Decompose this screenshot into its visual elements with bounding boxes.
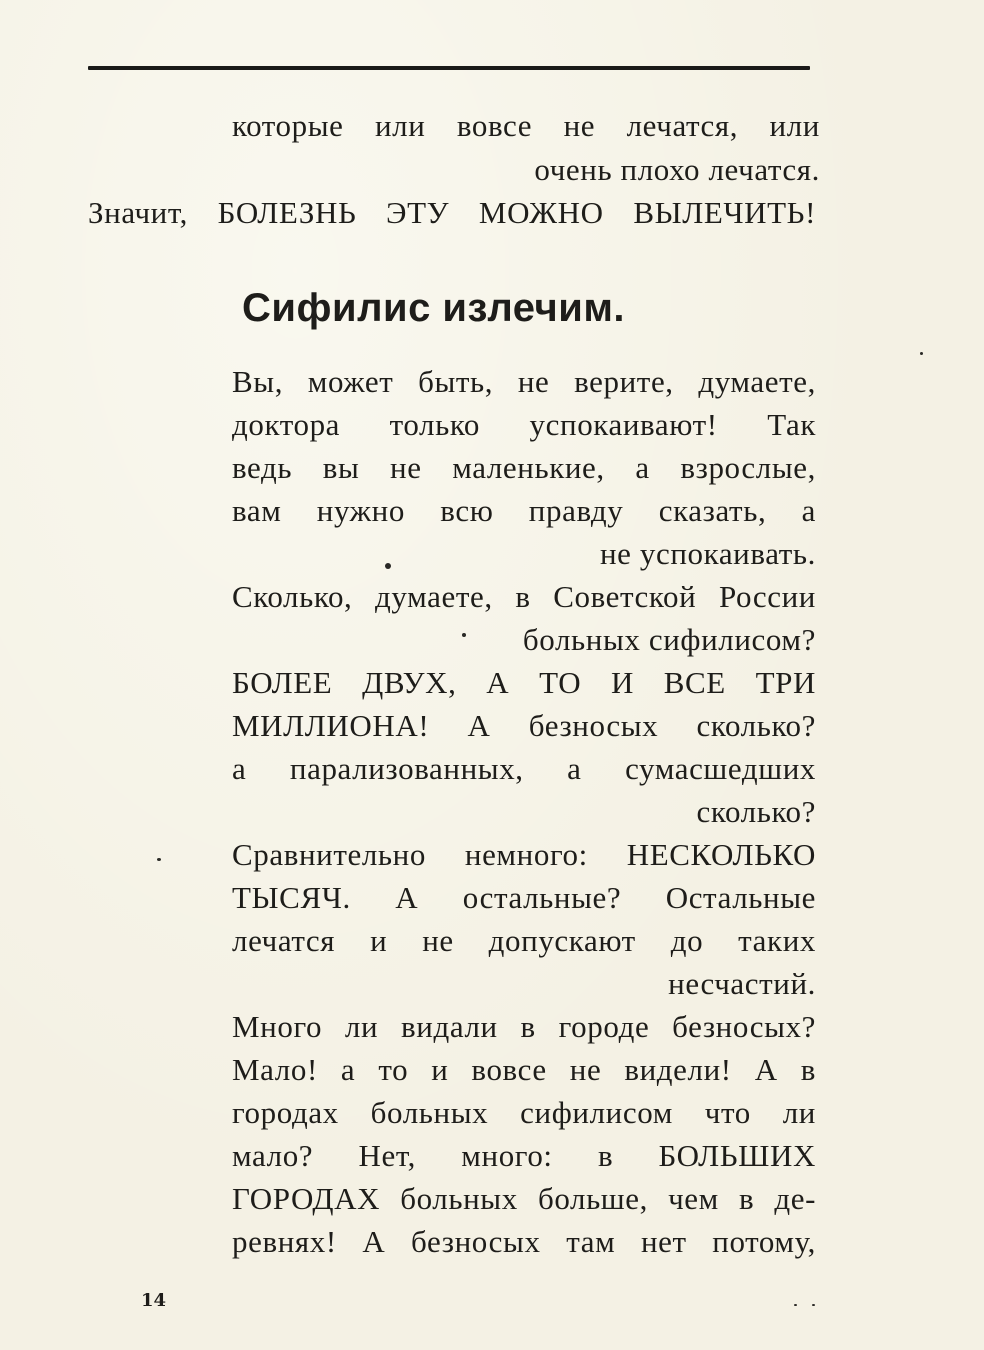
- intro-conclusion: Значит, БОЛЕЗНЬ ЭТУ МОЖНО ВЫЛЕЧИТЬ!: [88, 195, 816, 230]
- body-line: городах больных сифилисом что ли: [232, 1095, 816, 1130]
- body-line: вам нужно всю правду сказать, а: [232, 493, 816, 528]
- body-line: не успокаивать.: [599, 536, 816, 571]
- body-line: ревнях! А безносых там нет потому,: [232, 1224, 816, 1259]
- body-line: Много ли видали в городе безносых?: [232, 1009, 816, 1044]
- section-heading: Сифилис излечим.: [242, 286, 626, 330]
- body-line: Вы, может быть, не верите, думаете,: [232, 364, 816, 399]
- intro-line-2: очень плохо лечатся.: [534, 152, 820, 187]
- body-line: ведь вы не маленькие, а взрослые,: [232, 450, 816, 485]
- body-line: несчастий.: [668, 966, 816, 1001]
- body-line: ГОРОДАХ больных больше, чем в де-: [232, 1181, 816, 1216]
- print-speck: [385, 563, 391, 569]
- page-number: 14: [141, 1290, 167, 1311]
- body-line: больных сифилисом?: [522, 622, 816, 657]
- top-rule: [88, 66, 810, 70]
- print-speck: [157, 858, 161, 861]
- body-line: Сколько, думаете, в Советской России: [232, 579, 816, 614]
- body-line: БОЛЕЕ ДВУХ, А ТО И ВСЕ ТРИ: [232, 665, 816, 700]
- body-line: ТЫСЯЧ. А остальные? Остальные: [232, 880, 816, 915]
- body-line: лечатся и не допускают до таких: [232, 923, 816, 958]
- body-line: Сравнительно немного: НЕСКОЛЬКО: [232, 837, 816, 872]
- print-speck: [462, 633, 466, 637]
- body-line: доктора только успокаивают! Так: [232, 407, 816, 442]
- print-speck: [812, 1304, 815, 1306]
- body-line: Мало! а то и вовсе не видели! А в: [232, 1052, 816, 1087]
- body-line: сколько?: [696, 794, 816, 829]
- body-line: а парализованных, а сумасшедших: [232, 751, 816, 786]
- print-speck: [920, 352, 923, 355]
- body-line: МИЛЛИОНА! А безносых сколько?: [232, 708, 816, 743]
- body-line: мало? Нет, много: в БОЛЬШИХ: [232, 1138, 816, 1173]
- print-speck: [794, 1304, 797, 1306]
- intro-line-1: которые или вовсе не лечатся, или: [232, 108, 820, 143]
